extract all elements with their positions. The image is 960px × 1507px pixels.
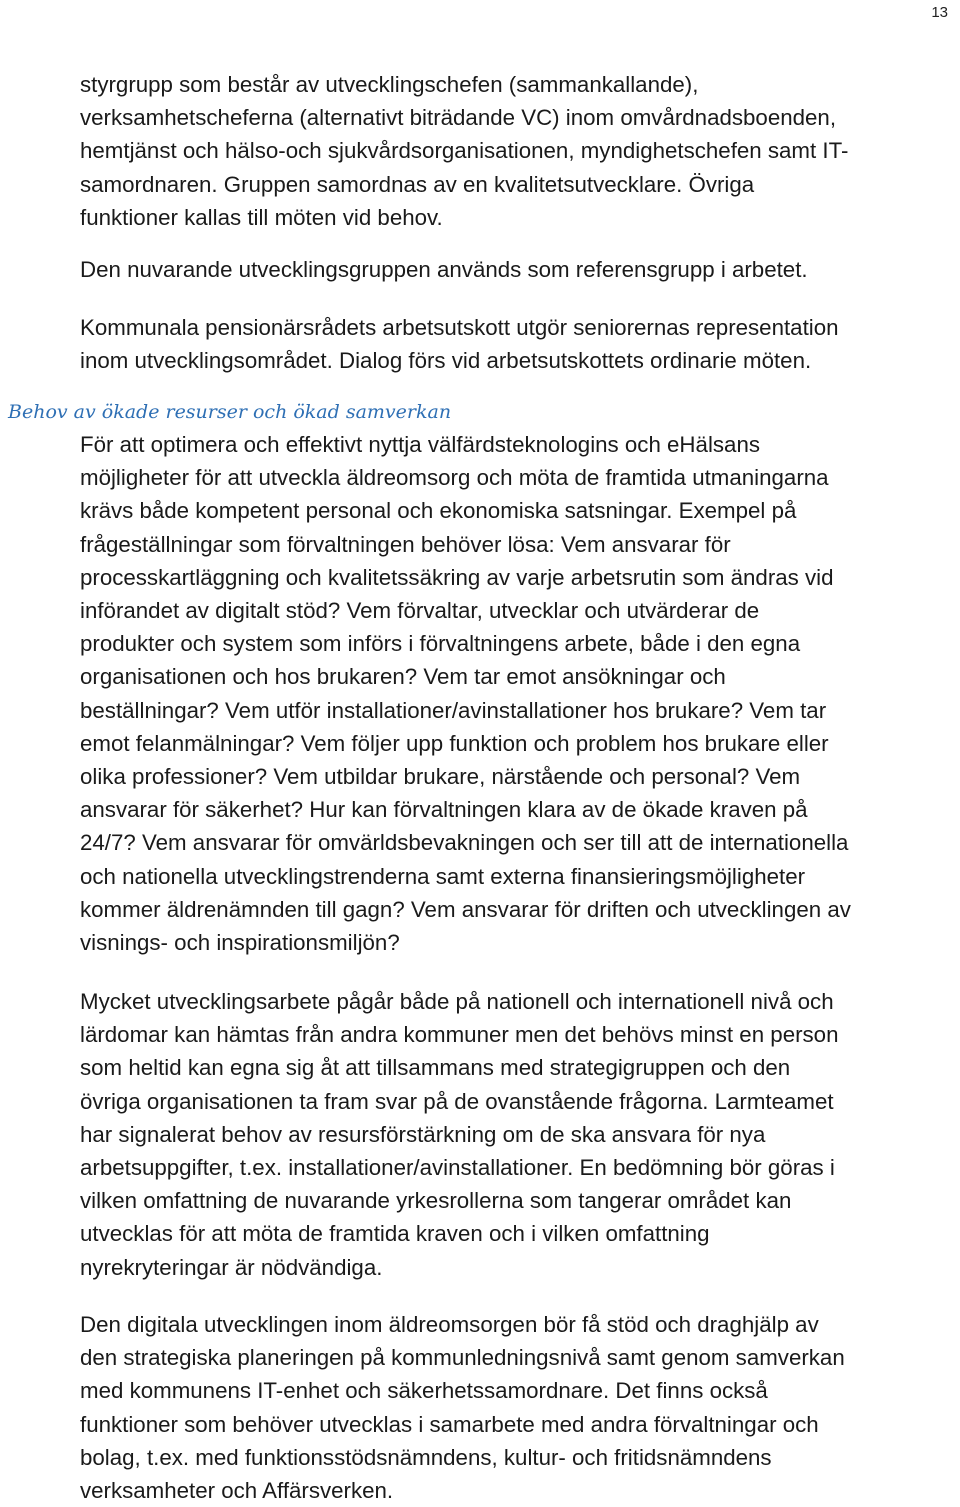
text-line: den strategiska planeringen på kommunledningsnivå samt genom samverkan bbox=[80, 1345, 845, 1371]
text-line: verksamhetscheferna (alternativt biträdande VC) inom omvårdnadsboenden, bbox=[80, 105, 837, 131]
text-line: visnings- och inspirationsmiljön? bbox=[80, 930, 400, 956]
paragraph-pensionarsrad bbox=[80, 311, 839, 377]
text-line: införandet av digitalt stöd? Vem förvaltar, utvecklar och utvärderar de bbox=[80, 598, 760, 624]
text-line: frågeställningar som förvaltningen behöver lösa: Vem ansvarar för bbox=[80, 531, 731, 557]
text-line: nyrekryteringar är nödvändiga. bbox=[80, 1254, 383, 1280]
paragraph-referensgrupp bbox=[80, 253, 808, 286]
text-line: Mycket utvecklingsarbete pågår både på nationell och internationell nivå och bbox=[80, 989, 834, 1014]
text-line: kommer äldrenämnden till gagn? Vem ansvarar för driften och utvecklingen av bbox=[80, 896, 851, 922]
paragraph-styrgrupp bbox=[80, 68, 848, 234]
text-line: med kommunens IT-enhet och säkerhetssamordnare. Det finns också bbox=[80, 1378, 768, 1404]
text-line: Kommunala pensionärsrådets arbetsutskott utgör seniorernas representation bbox=[80, 315, 839, 340]
text-line: produkter och system som införs i förvaltningens arbete, både i den egna bbox=[80, 631, 801, 657]
text-line: har signalerat behov av resursförstärkning om de ska ansvara för nya bbox=[80, 1121, 766, 1147]
text-line: samordnaren. Gruppen samordnas av en kvalitetsutvecklare. Övriga bbox=[80, 171, 755, 197]
text-line: verksamheter och Affärsverken. bbox=[80, 1478, 394, 1504]
text-line: hemtjänst och hälso-och sjukvårdsorganisationen, myndighetschefen samt IT- bbox=[80, 138, 849, 164]
text-line: funktioner kallas till möten vid behov. bbox=[80, 204, 443, 230]
text-line: emot felanmälningar? Vem följer upp funktion och problem hos brukare eller bbox=[80, 730, 829, 756]
text-line: lärdomar kan hämtas från andra kommuner men det behövs minst en person bbox=[80, 1022, 839, 1048]
paragraph-utvecklingsarbete bbox=[80, 985, 838, 1284]
text-line: inom utvecklingsområdet. Dialog förs vid arbetsutskottets ordinarie möten. bbox=[80, 348, 812, 374]
text-line: utvecklas för att möta de framtida kraven och i vilken omfattning bbox=[80, 1221, 710, 1247]
text-line: processkartläggning och kvalitetssäkring av varje arbetsrutin som ändras vid bbox=[80, 564, 834, 590]
text-line: funktioner som behöver utvecklas i samarbete med andra förvaltningar och bbox=[80, 1411, 819, 1437]
paragraph-resurser bbox=[80, 428, 851, 959]
text-line: bolag, t.ex. med funktionsstödsnämndens, kultur- och fritidsnämndens bbox=[80, 1444, 772, 1470]
text-line: övriga organisationen ta fram svar på de ovanstående frågorna. Larmteamet bbox=[80, 1088, 834, 1114]
text-line: vilken omfattning de nuvarande yrkesrollerna som tangerar området kan bbox=[80, 1188, 792, 1214]
text-line: ansvarar för säkerhet? Hur kan förvaltningen klara av de ökade kraven på bbox=[80, 797, 808, 823]
text-line: För att optimera och effektivt nyttja välfärdsteknologins och eHälsans bbox=[80, 432, 760, 457]
text-line: möjligheter för att utveckla äldreomsorg och möta de framtida utmaningarna bbox=[80, 465, 829, 491]
text-line: styrgrupp som består av utvecklingschefen (sammankallande), bbox=[80, 72, 699, 97]
text-line: organisationen och hos brukaren? Vem tar emot ansökningar och bbox=[80, 664, 726, 690]
text-line: beställningar? Vem utför installationer/avinstallationer hos brukare? Vem tar bbox=[80, 697, 827, 723]
text-line: arbetsuppgifter, t.ex. installationer/avinstallationer. En bedömning bör göras i bbox=[80, 1155, 835, 1181]
text-line: olika professioner? Vem utbildar brukare, närstående och personal? Vem bbox=[80, 764, 801, 790]
text-line: och nationella utvecklingstrenderna samt externa finansieringsmöjligheter bbox=[80, 863, 806, 889]
text-line: krävs både kompetent personal och ekonomiska satsningar. Exempel på bbox=[80, 498, 797, 524]
page-number: 13 bbox=[931, 4, 948, 21]
text-line: Den nuvarande utvecklingsgruppen används som referensgrupp i arbetet. bbox=[80, 257, 808, 282]
text-line: 24/7? Vem ansvarar för omvärldsbevakningen och ser till att de internationella bbox=[80, 830, 849, 856]
text-line: som heltid kan egna sig åt att tillsammans med strategigruppen och den bbox=[80, 1055, 791, 1081]
paragraph-digitala-utvecklingen bbox=[80, 1308, 845, 1507]
text-line: Den digitala utvecklingen inom äldreomsorgen bör få stöd och draghjälp av bbox=[80, 1312, 819, 1337]
section-heading: Behov av ökade resurser och ökad samverkan bbox=[8, 401, 452, 423]
